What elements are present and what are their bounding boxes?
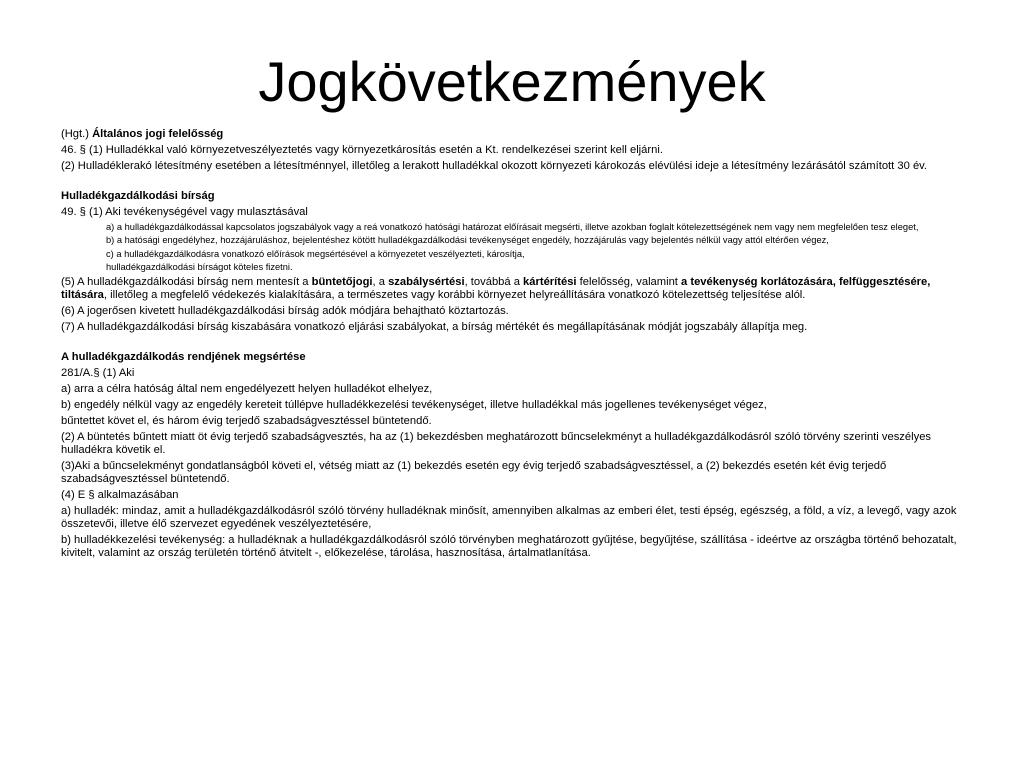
slide-body [61,128,966,563]
list-item: b) a hatósági engedélyhez, hozzájáruláshoz, bejelentéshez kötött hulladékgazdálkodási tevékenységet engedély, hozzájárulás vagy bejelentés nélkül vagy attól eltérően végez, [106,235,829,246]
fine-heading-text: Hulladékgazdálkodási bírság [61,190,215,202]
p5-text: , a [372,275,389,288]
paragraph-6: (6) A jogerősen kivetett hulladékgazdálkodási bírság adók módjára behajtható köztartozás. [61,304,509,317]
paragraph-49: 49. § (1) Aki tevékenységével vagy mulasztásával [61,206,308,218]
spacer [61,176,966,190]
fine-heading [61,190,966,203]
violation-line: b) engedély nélkül vagy az engedély kereteit túllépve hulladékkezelési tevékenységet, illetve hulladékkal más jogellenes tevékenységet végez, [61,398,767,411]
p5-text: felelősség, valamint [576,275,682,288]
p5-text: (5) A hulladékgazdálkodási bírság nem mentesít a [61,275,312,288]
violation-line: (3)Aki a bűncselekményt gondatlanságból követi el, vétség miatt az (1) bekezdés esetén egy évig terjedő szabadságvesztéssel, a (2) bekezdés esetén két évig terjedő szabadságvesztéssel büntetendő. [61,459,887,485]
paragraph-46-1: 46. § (1) Hulladékkal való környezetveszélyeztetés vagy környezetkárosítás esetén a Kt. rendelkezései szerint kell eljárni. [61,144,663,156]
p5-text: , illetőleg a megfelelő védekezés kialakítására, a természetes vagy korábbi környezet helyreállítására vonatkozó kötelezettség teljesítése alól. [103,288,806,301]
violation-line: bűntettet követ el, és három évig terjedő szabadságvesztéssel büntetendő. [61,414,432,427]
violation-line: b) hulladékkezelési tevékenység: a hulladéknak a hulladékgazdálkodásról szóló törvényben meghatározott gyűjtése, begyűjtése, szállítása - ideértve az országba történő behozatalt, kivitelt, valamint az ország területén történő átvitelt -, előkezelése, tárolása, hasznosítása, ártalmatlanítása. [61,533,957,559]
p5-bold: a tevékenység korlátozására, felfüggesztésére, tiltására [61,275,931,301]
violation-line: (2) A büntetés bűntett miatt öt évig terjedő szabadságvesztés, ha az (1) bekezdésben meghatározott bűncselekményt a hulladékgazdálkodásról szóló törvény szerinti veszélyes hulladékra követik el. [61,430,932,456]
p5-bold: kártérítési [523,275,577,288]
violation-line: a) hulladék: mindaz, amit a hulladékgazdálkodásról szóló törvény hulladéknak minősít, amennyiben alkalmas az emberi élet, testi épség, egészség, a föld, a víz, a levegő, vagy azok összetevői, illetve élő szervezet egyedének veszélyeztetésére, [61,504,957,530]
general-liability-heading: Általános jogi felelősség [92,128,224,140]
slide-title: Jogkövetkezmények [258,50,766,113]
paragraph-5 [61,276,966,302]
violation-line: (4) E § alkalmazásában [61,488,179,501]
hgt-prefix: (Hgt.) [61,128,93,140]
p5-bold: büntetőjogi [311,275,373,288]
hgt-intro [61,128,966,141]
violation-line: 281/A.§ (1) Aki [61,366,135,379]
paragraph-46-2: (2) Hulladéklerakó létesítmény esetében a létesítménnyel, illetőleg a lerakott hulladékkal okozott környezeti károkozás elévülési ideje a létesítmény lezárásától számított 30 év. [61,160,928,172]
list-item: a) a hulladékgazdálkodással kapcsolatos jogszabályok vagy a reá vonatkozó hatósági határozat előírásait megsérti, illetve azokban foglalt kötelezettségének nem vagy nem megfelelően tesz eleget, [106,222,919,232]
violation-line: a) arra a célra hatóság által nem engedélyezett helyen hulladékot elhelyez, [61,382,433,395]
violation-heading [61,351,966,364]
paragraph-7: (7) A hulladékgazdálkodási bírság kiszabására vonatkozó eljárási szabályokat, a bírság mértékét és megállapításának módját jogszabály állapítja meg. [61,320,808,333]
list-item: hulladékgazdálkodási bírságot köteles fizetni. [106,262,293,273]
spacer [61,337,966,351]
violation-heading-text: A hulladékgazdálkodás rendjének megsértése [61,350,306,363]
p5-bold: szabálysértési [388,275,465,288]
p5-text: , továbbá a [464,275,524,288]
list-item: c) a hulladékgazdálkodásra vonatkozó előírások megsértésével a környezetet veszélyezteti, károsítja, [106,248,525,259]
